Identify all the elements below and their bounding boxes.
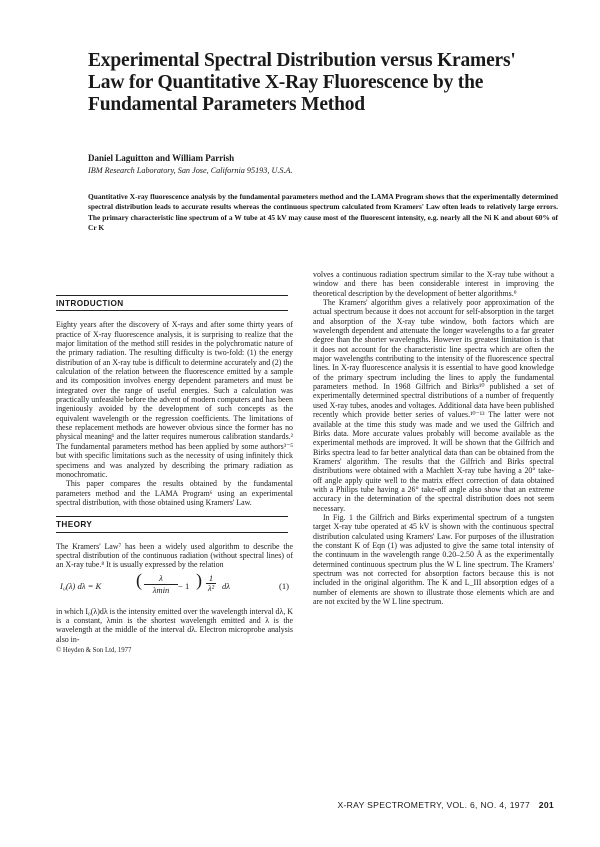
left-column [56,295,293,655]
introduction-paragraph: This paper compares the results obtained by the fundamental parameters method and the LAMA Program⁶ using an experimental spectral distribution, with those obtained using Kramers' Law. [56,479,293,507]
body-paragraph: volves a continuous radiation spectrum similar to the X-ray tube without a window and there has been considerable interest in improving the theoretical description by the development of better algorithms.⁹ [313,270,554,298]
equation-close-paren: ) [196,569,202,590]
affiliation: IBM Research Laboratory, San Jose, California 95193, U.S.A. [88,166,293,175]
equation-1 [56,569,293,604]
theory-paragraph: The Kramers' Law⁷ has been a widely used algorithm to describe the spectral distribution of the continuous radiation (without spectral lines) of an X-ray tube.⁸ It is usually expressed by the relation [56,541,293,570]
equation-open-paren: ( [136,569,142,590]
section-heading-theory: THEORY [56,516,288,532]
body-paragraph: In Fig. 1 the Gilfrich and Birks experimental spectrum of a tungsten target X-ray tube operated at 45 kV is shown with the continuous spectral distribution calculated using Kramers' Law. For purposes of the illustration the constant K of Eqn (1) was adjusted to give the same total intensity of the continuum in the wavelength range 0.20–2.50 Å as the experimentally determined continuous spectrum plus the W L line spectrum. The Kramers' spectrum was not corrected for absorption factors because this is not included in the original algorithm. The K and L_III absorption edges of a number of elements are shown to illustrate those elements which are and are not excited by the W L line spectrum. [313,512,554,607]
journal-citation: X-RAY SPECTROMETRY, VOL. 6, NO. 4, 1977 [337,800,531,810]
equation-number: (1) [278,580,289,591]
authors: Daniel Laguitton and William Parrish [88,153,235,163]
equation-differential: dλ [222,580,231,591]
abstract: Quantitative X-ray fluorescence analysis by the fundamental parameters method and the LAMA Program shows that the experimentally determined spectral distribution leads to accurate results whereas the continuous spectrum calculated from Kramers' Law often leads to relatively large errors. The primary characteristic line spectrum of a W tube at 45 kV may cause most of the fluorescent intensity, e.g. nearly all the Ni K and about 60% of Cr K [88,192,558,233]
body-paragraph: The Kramers' algorithm gives a relatively poor approximation of the actual spectrum because it does not account for self-absorption in the target and absorption of the X-ray tube window, both factors which are wavelength dependent and attenuate the longer wavelengths to a far greater degree than the shorter wavelengths. However its greatest limitation is that it does not account for the characteristic line spectra which are often the major wavelengths contributing to the intensity of the fluorescence spectral lines. In X-ray fluorescence analysis it is essential to have good knowledge of the primary spectrum including the lines to apply the fundamental parameters method. In 1968 Gilfrich and Birks¹⁰ published a set of experimentally determined spectral distributions of a number of frequently used X-ray tubes, anodes and voltages. Additional data have been published recently which provide better series of values.¹⁰⁻¹³ The latter were not available at the time this study was made and we used the Gilfrich and Birks data. More accurate values probably will become available as the experimental methods are improved. It will be shown that the Gilfrich and Birks spectra lead to far better analytical data than can be obtained from the Kramers' algorithm. The results that the Gilfrich and Birks spectral distributions were obtained with a Machlett X-ray tube having a 20° take-off angle apply quite well to the matrix effect correction of data obtained with a Philips tube having a 26° take-off angle also show that an extreme accuracy in the determination of the spectral distribution does not seem necessary. [313,298,554,513]
equation-fraction-denominator: λmin [152,584,170,595]
equation-fraction-numerator: λ [144,574,178,585]
right-column [313,270,554,606]
page-footer [300,800,554,810]
equation-lhs: I₀(λ) dλ = K [60,580,102,591]
equation-inverse-numerator: 1 [206,574,216,584]
equation-inverse-denominator: λ² [207,582,215,593]
introduction-paragraph: Eighty years after the discovery of X-rays and after some thirty years of practice of X-ray fluorescence analysis, it is surprising to realize that the major limitation of the method still resides in the polychromatic nature of the primary radiation. The resulting difficulty is two-fold: (1) the energy distribution of an X-ray tube is difficult to determine accurately and (2) the calculation of the relation between the fluorescence emitted by a sample and its composition involves energy dependent parameters and must be integrated over the range of useful energies. Such a calculation was practically unfeasible before the advent of modern computers and has been ingeniously avoided by the development of such concepts as the equivalent wavelength or the regression coefficients. The limitations of these replacement methods are however obvious since the former has no physical meaning¹ and the latter requires numerous calibration standards.² The fundamental parameters method has been applied by some authors³⁻⁵ but with specific limitations such as the necessity of using infinitely thick specimens and was analyzed by describing the primary radiation as monochromatic. [56,320,293,479]
equation-fraction [144,574,178,596]
copyright-notice: © Heyden & Son Ltd, 1977 [56,646,132,654]
theory-paragraph: in which I₀(λ)dλ is the intensity emitted over the wavelength interval dλ, K is a constant, λmin is the shortest wavelength emitted and λ is the wavelength at the middle of the interval dλ. Electron microprobe analysis also in- [56,606,293,644]
page-number: 201 [538,800,554,810]
equation-inverse-fraction [206,574,216,594]
page-title: Experimental Spectral Distribution versus Kramers' Law for Quantitative X-Ray Fluorescence by the Fundamental Parameters Method [88,50,516,115]
equation-minus-one: − 1 [178,580,190,591]
section-heading-introduction: INTRODUCTION [56,295,288,311]
